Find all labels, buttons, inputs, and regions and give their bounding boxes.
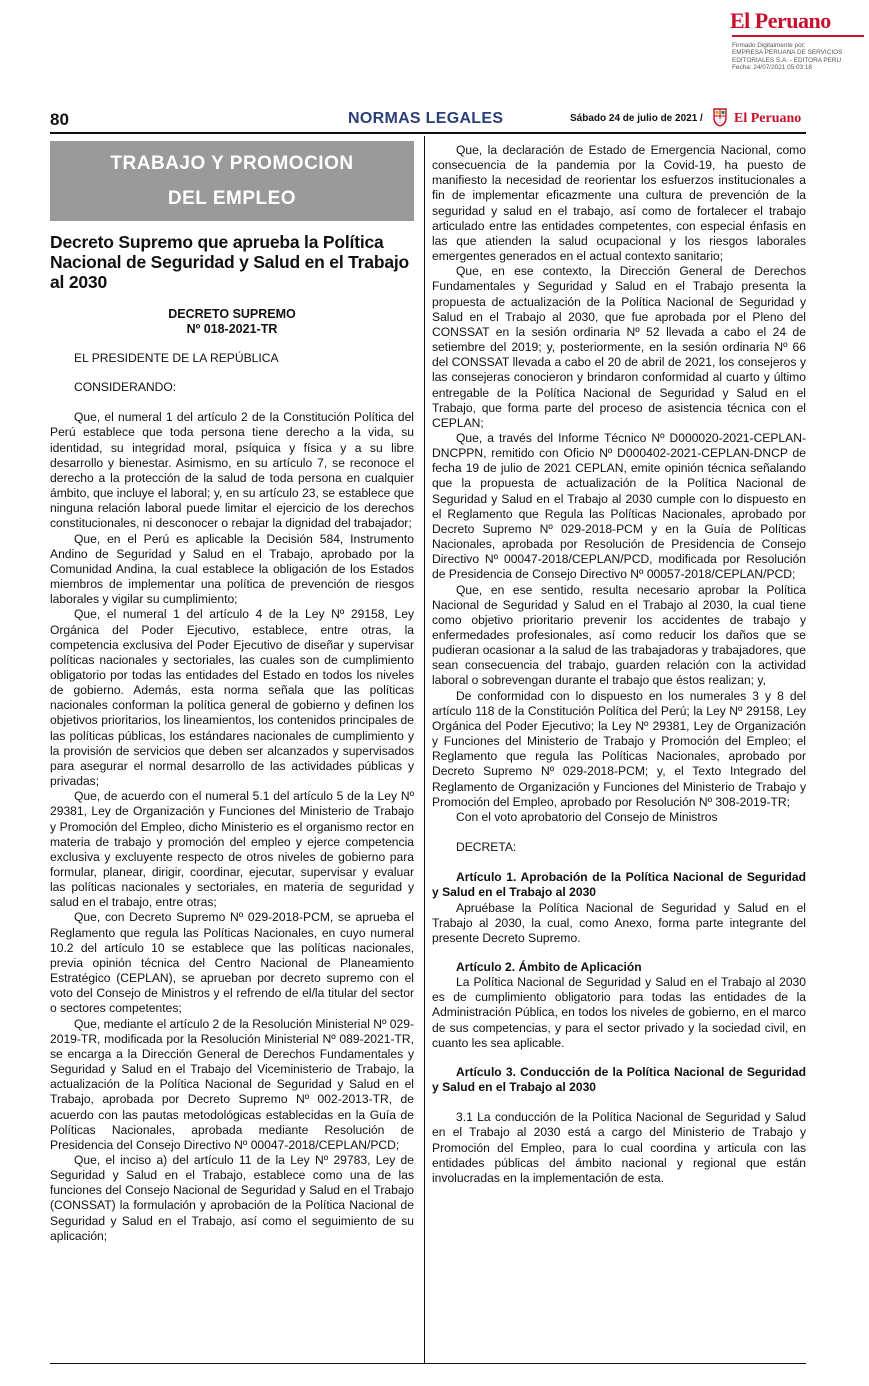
digital-signature-stamp (732, 42, 867, 72)
sector-line-1: TRABAJO Y PROMOCION (110, 153, 354, 174)
section-title: NORMAS LEGALES (348, 110, 504, 127)
sector-line-2: DEL EMPLEO (167, 188, 297, 209)
paragraph: Que, el numeral 1 del artículo 2 de la Constitución Política del Perú establece que toda persona tiene derecho a la vida, su identidad, su integridad moral, psíquica y física y a su libre desarrollo y bienestar. Asimismo, en su artículo 7, se reconoce el derecho a la protección de la salud de toda persona en cualquier ámbito, que incluye el laboral; y, en su artículo 23, se establece que ninguna relación laboral puede limitar el ejercicio de los derechos constitucionales, ni desconocer o rebajar la dignidad del trabajador; (50, 410, 414, 531)
paragraph: Que, el numeral 1 del artículo 4 de la Ley Nº 29158, Ley Orgánica del Poder Ejecutivo, establece, entre otras, la competencia exclusiva del Poder Ejecutivo de diseñar y supervisar políticas nacionales y sectoriales, las cuales son de cumplimiento obligatorio por todas las entidades del Estado en todos los niveles de gobierno. Además, esta norma señala que las políticas nacionales conforman la política general de gobierno y definen los objetivos prioritarios, los lineamientos, los contenidos principales de las políticas públicas, los estándares nacionales de cumplimiento y la provisión de servicios que deben ser alcanzados y supervisados para asegurar el normal desarrollo de las actividades públicas y privadas; (50, 607, 414, 789)
article-2-heading: Artículo 2. Ámbito de Aplicación (456, 959, 642, 974)
paragraph: Que, en ese sentido, resulta necesario aprobar la Política Nacional de Seguridad y Salud en el Trabajo al 2030, la cual tiene como objetivo prioritario prevenir los accidentes de trabajo y enfermedades profesionales, así como reducir los daños que se pudieran ocasionar a la salud de las trabajadoras y trabajadores, que sean consecuencia del trabajo, guarden relación con la actividad laboral o sobrevengan durante el trabajo que éstos realizan; y, (432, 582, 806, 688)
paragraph: Que, con Decreto Supremo Nº 029-2018-PCM, se aprueba el Reglamento que regula las Políticas Nacionales, en cuyo numeral 10.2 del artículo 10 se establece que las políticas nacionales, previa opinión técnica del Centro Nacional de Planeamiento Estratégico (CEPLAN), se aprueban por decreto supremo con el voto del Consejo de Ministros y el refrendo de el/la titular del sector o sectores competentes; (50, 910, 414, 1016)
right-column (432, 143, 806, 1186)
paragraph: Con el voto aprobatorio del Consejo de Ministros (456, 809, 718, 824)
paragraph: Que, el inciso a) del artículo 11 de la Ley Nº 29783, Ley de Seguridad y Salud en el Trabajo, establece como una de las funciones del Consejo Nacional de Seguridad y Salud en el Trabajo (CONSSAT) la formulación y aprobación de la Política Nacional de Seguridad y Salud en el Trabajo, así como el seguimiento de su aplicación; (50, 1152, 414, 1243)
paragraph: Que, la declaración de Estado de Emergencia Nacional, como consecuencia de la pandemia por la Covid-19, ha puesto de manifiesto la necesidad de reorientar los esfuerzos institucionales a fin de implementar eficazmente una cultura de prevención de la seguridad y salud en el trabajo, así como de fortalecer el trabajo articulado entre las entidades competentes, con especial énfasis en las que atienden la salud ocupacional y los riesgos laborales emergentes generados en el actual contexto sanitario; (432, 143, 806, 264)
paragraph: Que, de acuerdo con el numeral 5.1 del artículo 5 de la Ley Nº 29381, Ley de Organización y Funciones del Ministerio de Trabajo y Promoción del Empleo, dicho Ministerio es el organismo rector en materia de trabajo y promoción del empleo y ejerce competencia exclusiva y excluyente respecto de otros niveles de gobierno para formular, planear, dirigir, coordinar, ejecutar, supervisar y evaluar las políticas nacionales y sectoriales, en materia de seguridad y salud en el trabajo, entre otras; (50, 789, 414, 910)
signature-line: EDITORIALES S.A. - EDITORA PERU (732, 56, 842, 64)
header-divider (50, 132, 806, 134)
paragraph: Que, mediante el artículo 2 de la Resolución Ministerial Nº 029-2019-TR, modificada por la Resolución Ministerial Nº 089-2021-TR, se encarga a la Dirección General de Derechos Fundamentales y Seguridad y Salud en el Trabajo del Viceministerio de Trabajo, la actualización de la Política Nacional de Seguridad y Salud en el Trabajo, aprobada por Decreto Supremo Nº 002-2013-TR, de acuerdo con las pautas metodológicas establecidas en la Guía de Políticas Nacionales, aprobada mediante Resolución de Presidencia del Consejo Directivo Nº 00047-2018/CEPLAN/PCD; (50, 1016, 414, 1152)
decree-type: DECRETO SUPREMO (168, 307, 296, 321)
president-line: EL PRESIDENTE DE LA REPÚBLICA (74, 351, 279, 365)
logo-underline (732, 35, 864, 37)
publication-name: El Peruano (734, 111, 802, 126)
signature-line: Firmado Digitalmente por: (732, 42, 806, 49)
paragraph: Que, en el Perú es aplicable la Decisión 584, Instrumento Andino de Seguridad y Salud en el Trabajo, aprobado por la Comunidad Andina, la cual establece la obligación de los Estados miembros de implementar una política de prevención de riesgos laborales y vigilar su cumplimiento; (50, 531, 414, 607)
column-divider (424, 136, 425, 1364)
signature-line: EMPRESA PERUANA DE SERVICIOS (732, 49, 843, 57)
considering-heading: CONSIDERANDO: (74, 380, 177, 395)
article-3-body: 3.1 La conducción de la Política Nacional de Seguridad y Salud en el Trabajo al 2030 está a cargo del Ministerio de Trabajo y Promoción del Empleo, para lo cual coordina y articula con las entidades públicas del ámbito nacional y regional que están involucradas en la implementación de esta. (432, 1110, 806, 1185)
footer-divider (50, 1363, 806, 1364)
article-1-heading: Artículo 1. Aprobación de la Política Nacional de Seguridad y Salud en el Trabajo al 2030 (432, 870, 806, 900)
sector-banner (50, 141, 414, 221)
article-1-body: Apruébase la Política Nacional de Seguridad y Salud en el Trabajo al 2030, la cual, como Anexo, forma parte integrante del presente Decreto Supremo. (432, 900, 806, 945)
article-3-heading: Artículo 3. Conducción de la Política Nacional de Seguridad y Salud en el Trabajo al 2030 (432, 1064, 806, 1095)
page-number: 80 (50, 110, 69, 129)
signature-line: Fecha: 24/07/2021 05:03:18 (732, 64, 812, 72)
decree-number: Nº 018-2021-TR (186, 322, 278, 336)
paragraph: De conformidad con lo dispuesto en los numerales 3 y 8 del artículo 118 de la Constitución Política del Perú; la Ley Nº 29158, Ley Orgánica del Poder Ejecutivo; la Ley Nº 29381, Ley de Organización y Funciones del Ministerio de Trabajo y Promoción del Empleo; el Reglamento que regula las Políticas Nacionales, aprobado por Decreto Supremo Nº 029-2018-PCM; y, el Texto Integrado del Reglamento de Organización y Funciones del Ministerio de Trabajo y Promoción del Empleo, aprobado por Resolución Nº 308-2019-TR; (432, 688, 806, 809)
decreta-heading: DECRETA: (456, 840, 517, 855)
publisher-logo: El Peruano (730, 8, 831, 33)
paragraph: Que, a través del Informe Técnico Nº D000020-2021-CEPLAN-DNCPPN, remitido con Oficio Nº D000402-2021-CEPLAN-DNCP de fecha 19 de julio de 2021 CEPLAN, emite opinión técnica señalando que la propuesta de actualización de la Política Nacional de Seguridad y Salud en el Trabajo al 2030 cumple con lo dispuesto en el Reglamento que Regula las Políticas Nacionales, aprobado por Decreto Supremo Nº 029-2018-PCM y en la Guía de Políticas Nacionales, aprobada por Resolución de Presidencia de Consejo Directivo Nº 00047-2018/CEPLAN/PCD, modificada por Resolución de Presidencia de Consejo Directivo Nº 00057-2018/CEPLAN/PCD; (432, 430, 806, 582)
page-header (50, 110, 806, 132)
paragraph: Que, en ese contexto, la Dirección General de Derechos Fundamentales y Seguridad y Salud en el Trabajo presenta la propuesta de actualización de la Política Nacional de Seguridad y Salud en el Trabajo al 2030, que fue aprobada por el Pleno del CONSSAT en la sesión ordinaria Nº 52 llevada a cabo el 24 de setiembre del 2019; y, posteriormente, en la sesión ordinaria Nº 66 del CONSSAT llevada a cabo el 20 de abril de 2021, los consejeros y las consejeras conocieron y brindaron conformidad al cuarto y último entregable de la Política Nacional de Seguridad y Salud en el Trabajo, que forma parte del proceso de asistencia técnica con el CEPLAN; (432, 264, 806, 430)
article-2-body: La Política Nacional de Seguridad y Salud en el Trabajo al 2030 es de cumplimiento obligatorio para todas las entidades de la Administración Pública, en todos los niveles de gobierno, en el marco de sus competencias, y para el sector privado y la sociedad civil, en cuanto les sea aplicable. (432, 975, 806, 1050)
left-column (50, 227, 414, 1244)
coat-of-arms-icon (712, 107, 728, 127)
document-title: Decreto Supremo que aprueba la Política Nacional de Seguridad y Salud en el Trabajo al 2030 (50, 232, 410, 292)
issue-date: Sábado 24 de julio de 2021 / (570, 113, 703, 124)
